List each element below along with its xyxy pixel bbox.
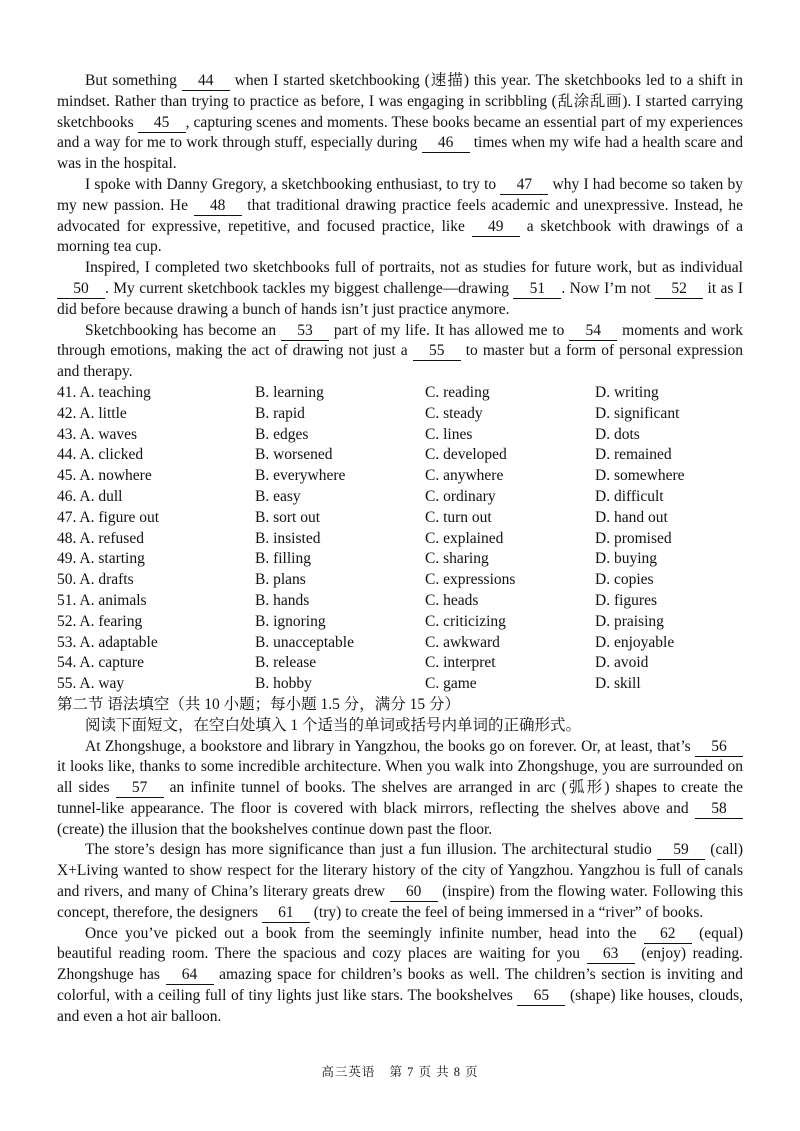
- option-b: B. plans: [255, 571, 306, 589]
- option-c: C. game: [425, 675, 477, 693]
- passage-paragraph: I spoke with Danny Gregory, a sketchbooking enthusiast, to try to 47 why I had become so taken by my new passion. He 48 that traditional drawing practice feels academic and unexpressive. Instead, he advocated for expressive, repetitive, and focused practice, like 49 a sketchbook with drawings of a morning tea cup.: [57, 175, 744, 256]
- option-a: A. teaching: [79, 383, 151, 401]
- option-a: A. fearing: [79, 612, 143, 630]
- option-cell: [57, 570, 255, 591]
- option-row: [57, 508, 743, 529]
- question-number: 51.: [57, 591, 77, 609]
- option-row: [57, 549, 743, 570]
- option-a: A. nowhere: [79, 467, 152, 485]
- option-cell: [57, 633, 255, 654]
- option-c: C. ordinary: [425, 487, 496, 505]
- option-cell: [57, 549, 255, 570]
- question-number: 49.: [57, 550, 77, 568]
- option-d: D. figures: [595, 591, 657, 609]
- option-a: A. way: [79, 675, 125, 693]
- option-c: C. explained: [425, 529, 504, 547]
- blank-47: 47: [500, 177, 548, 195]
- option-row: [57, 404, 743, 425]
- option-a: A. little: [79, 404, 127, 422]
- blank-44: 44: [182, 73, 230, 91]
- option-c: C. criticizing: [425, 612, 506, 630]
- option-cell: [57, 591, 255, 612]
- option-row: [57, 529, 743, 550]
- option-a: A. drafts: [79, 571, 134, 589]
- option-b: B. unacceptable: [255, 633, 354, 651]
- option-c: C. anywhere: [425, 467, 504, 485]
- option-c: C. interpret: [425, 654, 496, 672]
- blank-61: 61: [262, 905, 310, 923]
- option-d: D. buying: [595, 550, 657, 568]
- option-b: B. rapid: [255, 404, 305, 422]
- option-a: A. figure out: [79, 508, 160, 526]
- option-cell: [57, 529, 255, 550]
- option-d: D. writing: [595, 383, 659, 401]
- option-c: C. expressions: [425, 571, 516, 589]
- blank-49: 49: [472, 219, 520, 237]
- option-b: B. hands: [255, 591, 310, 609]
- blank-55: 55: [413, 343, 461, 361]
- question-number: 52.: [57, 612, 77, 630]
- passage-paragraph: But something 44 when I started sketchbooking (速描) this year. The sketchbooks led to a shift in mindset. Rather than trying to practice as before, I was engaging in scribbling (乱涂乱画). I started carrying sketchbooks 45 , capturing scenes and moments. These books became an essential part of my experiences and a way for me to work through stuff, especially during 46 times when my wife had a health scare and was in the hospital.: [57, 72, 743, 173]
- option-d: D. skill: [595, 675, 641, 693]
- blank-64: 64: [166, 967, 214, 985]
- question-number: 41.: [57, 383, 77, 401]
- cloze-options-table: [57, 383, 743, 695]
- passage-paragraph: Sketchbooking has become an 53 part of my life. It has allowed me to 54 moments and work through emotions, making the act of drawing not just a 55 to master but a form of personal expression and therapy.: [57, 321, 743, 381]
- option-c: C. reading: [425, 383, 490, 401]
- blank-45: 45: [138, 115, 186, 133]
- option-b: B. edges: [255, 425, 309, 443]
- question-number: 42.: [57, 404, 77, 422]
- question-number: 54.: [57, 654, 77, 672]
- option-c: C. steady: [425, 404, 483, 422]
- option-row: [57, 383, 743, 404]
- option-c: C. sharing: [425, 550, 489, 568]
- blank-62: 62: [644, 926, 692, 944]
- blank-52: 52: [655, 281, 703, 299]
- passage-paragraph: At Zhongshuge, a bookstore and library in Yangzhou, the books go on forever. Or, at least, that’s 56 it looks like, thanks to some incredible architecture. When you walk into Zhongshuge, you are surrounded on all sides 57 an infinite tunnel of books. The shelves are arranged in arc (弧形) shapes to create the tunnel-like appearance. The floor is covered with black mirrors, reflecting the shelves above and 58 (create) the illusion that the bookshelves continue down past the floor.: [57, 737, 743, 838]
- option-d: D. dots: [595, 425, 640, 443]
- option-c: C. awkward: [425, 633, 500, 651]
- blank-54: 54: [569, 323, 617, 341]
- option-b: B. release: [255, 654, 317, 672]
- passage-paragraph: The store’s design has more significance than just a fun illusion. The architectural studio 59 (call) X+Living wanted to show respect for the literary history of the city of Yangzhou. Yangzhou is full of canals and rivers, and many of China’s literary greats drew 60 (inspire) from the flowing water. Following this concept, therefore, the designers 61 (try) to create the feel of being immersed in a “river” of books.: [57, 841, 743, 921]
- option-a: A. clicked: [79, 446, 144, 464]
- footer-course-label: 高三英语: [321, 1065, 376, 1079]
- option-cell: [57, 404, 255, 425]
- question-number: 44.: [57, 446, 77, 464]
- blank-65: 65: [517, 988, 565, 1006]
- option-b: B. worsened: [255, 446, 333, 464]
- option-d: D. praising: [595, 612, 664, 630]
- option-cell: [57, 383, 255, 404]
- option-c: C. heads: [425, 591, 479, 609]
- option-a: A. refused: [79, 529, 144, 547]
- blank-57: 57: [116, 780, 164, 798]
- option-a: A. animals: [79, 591, 147, 609]
- option-a: A. capture: [79, 654, 144, 672]
- option-d: D. remained: [595, 446, 672, 464]
- option-row: [57, 653, 743, 674]
- blank-63: 63: [587, 946, 635, 964]
- footer-page-number: 第 7 页 共 8 页: [389, 1065, 479, 1079]
- blank-58: 58: [695, 801, 743, 819]
- question-number: 48.: [57, 529, 77, 547]
- option-cell: [57, 487, 255, 508]
- blank-48: 48: [194, 198, 242, 216]
- passage-paragraph: Once you’ve picked out a book from the seemingly infinite number, head into the 62 (equal) beautiful reading room. There the spacious and cozy places are waiting for you 63 (enjoy) reading. Zhongshuge has 64 amazing space for children’s books as well. The children’s section is inviting and colorful, with a ceiling full of tiny lights just like stars. The bookshelves 65 (shape) like houses, clouds, and even a hot air balloon.: [57, 924, 744, 1025]
- option-cell: [57, 674, 255, 695]
- option-row: [57, 487, 743, 508]
- section2-heading: 第二节 语法填空（共 10 小题；每小题 1.5 分，满分 15 分）: [57, 695, 461, 713]
- option-row: [57, 425, 743, 446]
- option-b: B. everywhere: [255, 467, 346, 485]
- option-d: D. promised: [595, 529, 672, 547]
- grammar-passage: [57, 737, 743, 1028]
- option-b: B. sort out: [255, 508, 321, 526]
- cloze-passage: [57, 71, 743, 383]
- option-a: A. adaptable: [79, 633, 158, 651]
- option-row: [57, 612, 743, 633]
- option-a: A. starting: [79, 550, 145, 568]
- question-number: 45.: [57, 467, 77, 485]
- option-d: D. enjoyable: [595, 633, 675, 651]
- section2-instruction: 阅读下面短文，在空白处填入 1 个适当的单词或括号内单词的正确形式。: [85, 716, 582, 734]
- blank-53: 53: [281, 323, 329, 341]
- option-cell: [57, 508, 255, 529]
- option-b: B. learning: [255, 383, 324, 401]
- option-c: C. lines: [425, 425, 473, 443]
- option-row: [57, 466, 743, 487]
- option-cell: [57, 445, 255, 466]
- option-d: D. avoid: [595, 654, 649, 672]
- option-d: D. somewhere: [595, 467, 685, 485]
- option-d: D. difficult: [595, 487, 664, 505]
- question-number: 53.: [57, 633, 77, 651]
- blank-59: 59: [657, 842, 705, 860]
- option-d: D. copies: [595, 571, 654, 589]
- option-cell: [57, 466, 255, 487]
- option-b: B. easy: [255, 487, 301, 505]
- option-c: C. turn out: [425, 508, 492, 526]
- question-number: 55.: [57, 675, 77, 693]
- option-d: D. hand out: [595, 508, 668, 526]
- option-a: A. waves: [79, 425, 138, 443]
- option-row: [57, 570, 743, 591]
- option-cell: [57, 653, 255, 674]
- page-footer: [0, 1062, 800, 1083]
- option-cell: [57, 612, 255, 633]
- blank-46: 46: [422, 135, 470, 153]
- blank-60: 60: [390, 884, 438, 902]
- option-row: [57, 674, 743, 695]
- option-b: B. hobby: [255, 675, 312, 693]
- option-b: B. insisted: [255, 529, 321, 547]
- option-row: [57, 445, 743, 466]
- option-b: B. ignoring: [255, 612, 326, 630]
- option-row: [57, 633, 743, 654]
- passage-paragraph: Inspired, I completed two sketchbooks full of portraits, not as studies for future work, but as individual 50 . My current sketchbook tackles my biggest challenge—drawing 51 . Now I’m not 52 it as I did before because drawing a bunch of hands isn’t just practice anymore.: [57, 259, 743, 318]
- blank-56: 56: [695, 739, 743, 757]
- option-c: C. developed: [425, 446, 507, 464]
- option-d: D. significant: [595, 404, 680, 422]
- option-cell: [57, 425, 255, 446]
- blank-50: 50: [57, 281, 105, 299]
- blank-51: 51: [513, 281, 561, 299]
- question-number: 43.: [57, 425, 77, 443]
- question-number: 47.: [57, 508, 77, 526]
- option-b: B. filling: [255, 550, 311, 568]
- question-number: 46.: [57, 487, 77, 505]
- option-row: [57, 591, 743, 612]
- option-a: A. dull: [79, 487, 123, 505]
- question-number: 50.: [57, 571, 77, 589]
